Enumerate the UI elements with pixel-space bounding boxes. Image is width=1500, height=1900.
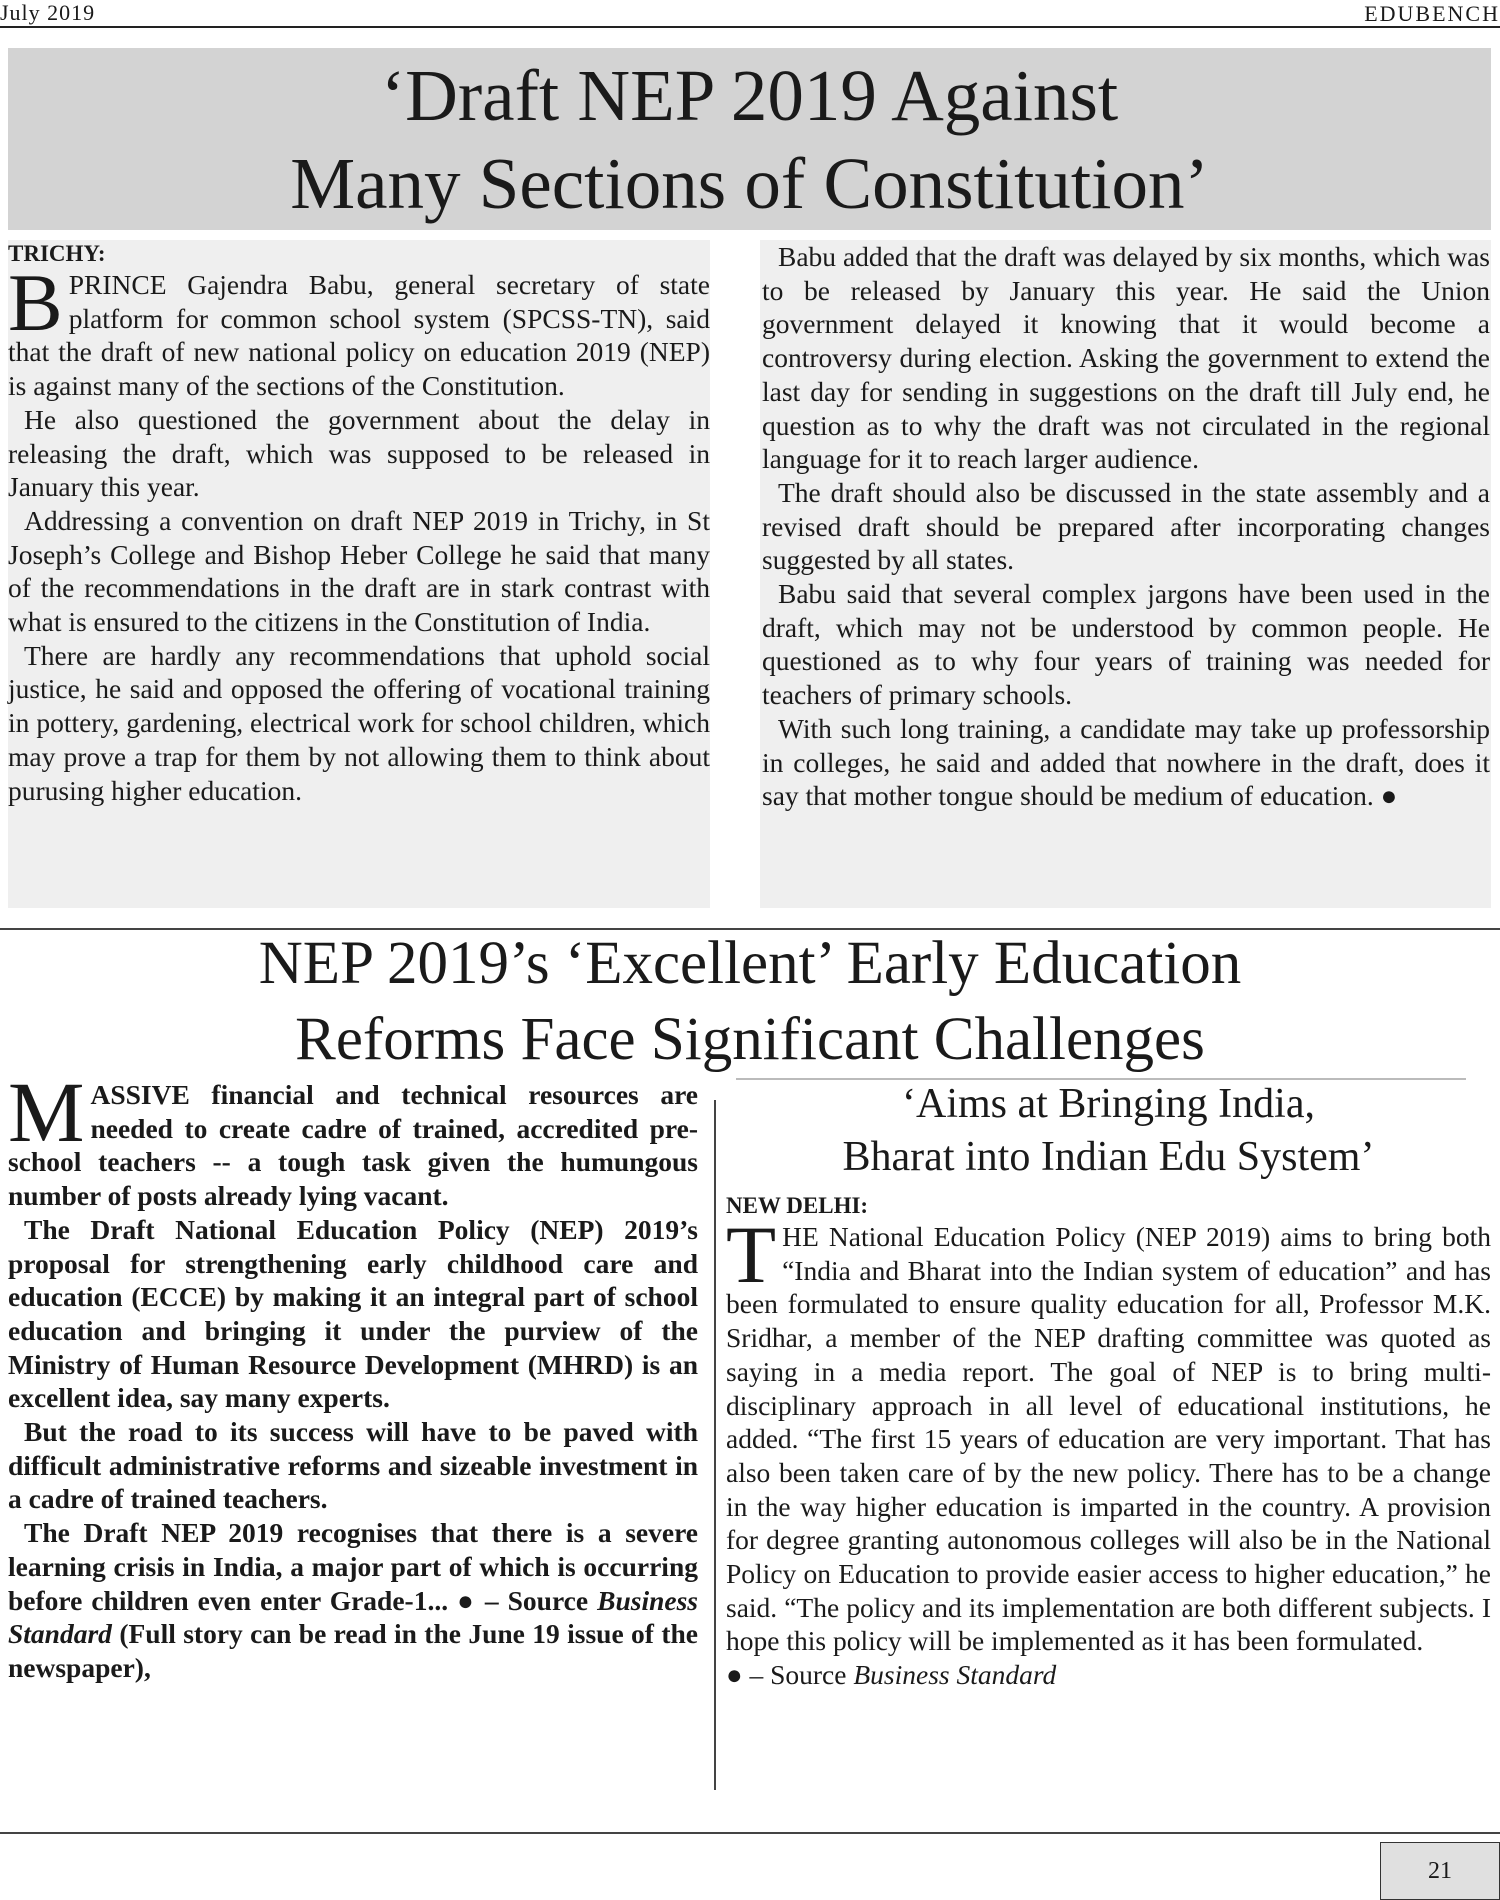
article1-paragraph: With such long training, a candidate may take up professorship in colleges, he said and added that nowhere in the draft, does it say that mother tongue should be medium of education. ●	[762, 712, 1490, 812]
article2-last-paragraph: The Draft NEP 2019 recognises that there is a severe learning crisis in India, a major part of which is occurring before children even enter Grade-1... ● – Source Business Standard (Full story can be read in the June 19 issue of the newspaper),	[8, 1517, 698, 1683]
page-number: 21	[1380, 1842, 1500, 1900]
header-rule	[0, 26, 1500, 28]
article1-paragraph: Babu said that several complex jargons have been used in the draft, which may not be understood by common people. He questioned as to why four years of training was needed for teachers of primary schools.	[762, 578, 1490, 711]
publication-name: EDUBENCH	[1364, 1, 1500, 26]
article1-headline-line1: ‘Draft NEP 2019 Against	[380, 55, 1119, 136]
article1-headline-line2: Many Sections of Constitution’	[290, 143, 1209, 224]
article1-paragraph: Addressing a convention on draft NEP 2019 in Trichy, in St Joseph’s College and Bishop Heber College he said that many of the recommendations in the draft are in stark contrast with what is ensured to the citizens in the Constitution of India.	[8, 504, 710, 638]
article1-paragraph: He also questioned the government about the delay in releasing the draft, which was supposed to be released in January this year.	[8, 403, 710, 503]
article2-paragraph: The Draft National Education Policy (NEP) 2019’s proposal for strengthening early childhood care and education (ECCE) by making it an integral part of school education and bringing it under the purview of the Ministry of Human Resource Development (MHRD) is an excellent idea, say many experts.	[8, 1213, 698, 1414]
article2-lead-paragraph: MASSIVE financial and technical resources are needed to create cadre of trained, accredited pre-school teachers -- a tough task given the humungous number of posts already lying vacant.	[8, 1064, 698, 1212]
article1-dateline: TRICHY:	[8, 241, 106, 266]
article3-headline-line2: Bharat into Indian Edu System’	[842, 1134, 1375, 1180]
article1-dropcap: B	[8, 257, 63, 348]
footer-rule	[0, 1832, 1500, 1834]
issue-date: July 2019	[0, 0, 96, 25]
article2-headline-line1: NEP 2019’s ‘Excellent’ Early Education	[258, 930, 1242, 997]
article3-dropcap: T	[726, 1209, 777, 1300]
article3-headline-line1: ‘Aims at Bringing India,	[902, 1081, 1315, 1127]
article3-headline	[726, 1078, 1491, 1184]
article1-right-column	[762, 240, 1490, 813]
article1-paragraph: There are hardly any recommendations that uphold social justice, he said and opposed the offering of vocational training in pottery, gardening, electrical work for school children, which may prove a trap for them by not allowing them to think about purusing higher education.	[8, 639, 710, 806]
article3-source: Business Standard	[853, 1659, 1057, 1691]
article3-dateline: NEW DELHI:	[726, 1193, 869, 1218]
article2-paragraph: But the road to its success will have to be paved with difficult administrative reforms and sizeable investment in a cadre of trained teachers.	[8, 1416, 698, 1515]
article3-body	[726, 1192, 1491, 1692]
column-divider	[714, 1100, 716, 1790]
article2-source: Business Standard	[8, 1584, 698, 1650]
article1-lead-paragraph: BPRINCE Gajendra Babu, general secretary of state platform for common school system (SPCSS-TN), said that the draft of new national policy on education 2019 (NEP) is against many of the sections of the Constitution.	[8, 257, 710, 402]
article1-headline	[8, 48, 1491, 230]
article1-paragraph: The draft should also be discussed in the state assembly and a revised draft should be prepared after incorporating changes suggested by all states.	[762, 476, 1490, 576]
article3-paragraph: THE National Education Policy (NEP 2019) aims to bring both “India and Bharat into the Indian system of education” and has been formulated to ensure quality education for all, Professor M.K. Sridhar, a member of the NEP drafting committee was quoted as saying in a media report. The goal of NEP is to bring multidisciplinary approach in all level of educational institutions, he added. “The first 15 years of education are very important. That has also been taken care of by the new policy. There has to be a change in the way higher education is imparted in the country. A provision for degree granting autonomous colleges will also be in the National Policy on Education to provide easier access to higher education,” he said. “The policy and its implementation are both different subjects. I hope this policy will be implemented as it has been formulated.	[726, 1209, 1491, 1657]
article1-paragraph: Babu added that the draft was delayed by six months, which was to be released by January this year. He said the Union government delayed it knowing that it would become a controversy during election. Asking the government to extend the last day for sending in suggestions on the draft till July end, he question as to why the draft was not circulated in the regional language for it to reach larger audience.	[762, 241, 1490, 475]
article2-body	[8, 1064, 698, 1685]
article2-dropcap: M	[8, 1064, 85, 1160]
article3-source-line: ● – Source Business Standard	[726, 1659, 1057, 1691]
article2-headline-line2: Reforms Face Significant Challenges	[295, 1006, 1205, 1073]
article1-left-column	[8, 240, 710, 807]
article2-headline	[0, 926, 1500, 1078]
